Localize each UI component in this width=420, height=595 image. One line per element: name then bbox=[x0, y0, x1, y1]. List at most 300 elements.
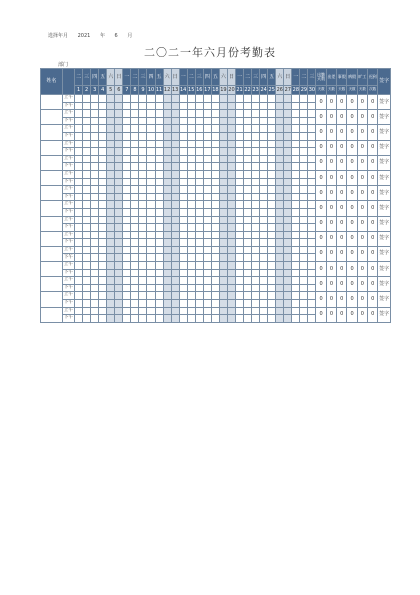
attendance-cell[interactable] bbox=[252, 254, 260, 262]
attendance-cell[interactable] bbox=[107, 155, 115, 163]
attendance-cell[interactable] bbox=[187, 208, 195, 216]
attendance-cell[interactable] bbox=[131, 224, 139, 232]
attendance-cell[interactable] bbox=[91, 125, 99, 133]
attendance-cell[interactable] bbox=[155, 117, 163, 125]
attendance-cell[interactable] bbox=[155, 246, 163, 254]
attendance-cell[interactable] bbox=[268, 102, 276, 110]
attendance-cell[interactable] bbox=[203, 231, 211, 239]
attendance-cell[interactable] bbox=[131, 292, 139, 300]
attendance-cell[interactable] bbox=[147, 155, 155, 163]
employee-name-cell[interactable] bbox=[41, 125, 63, 140]
attendance-cell[interactable] bbox=[99, 277, 107, 285]
attendance-cell[interactable] bbox=[195, 155, 203, 163]
attendance-cell[interactable] bbox=[83, 246, 91, 254]
employee-name-cell[interactable] bbox=[41, 277, 63, 292]
attendance-cell[interactable] bbox=[75, 216, 83, 224]
attendance-cell[interactable] bbox=[284, 292, 292, 300]
attendance-cell[interactable] bbox=[107, 208, 115, 216]
attendance-cell[interactable] bbox=[147, 95, 155, 103]
attendance-cell[interactable] bbox=[203, 186, 211, 194]
attendance-cell[interactable] bbox=[284, 269, 292, 277]
attendance-cell[interactable] bbox=[211, 132, 219, 140]
attendance-cell[interactable] bbox=[115, 277, 123, 285]
attendance-cell[interactable] bbox=[227, 292, 235, 300]
attendance-cell[interactable] bbox=[227, 284, 235, 292]
attendance-cell[interactable] bbox=[155, 193, 163, 201]
attendance-cell[interactable] bbox=[244, 307, 252, 315]
attendance-cell[interactable] bbox=[219, 117, 227, 125]
attendance-cell[interactable] bbox=[276, 254, 284, 262]
attendance-cell[interactable] bbox=[252, 292, 260, 300]
attendance-cell[interactable] bbox=[219, 262, 227, 270]
attendance-cell[interactable] bbox=[211, 254, 219, 262]
attendance-cell[interactable] bbox=[260, 170, 268, 178]
attendance-cell[interactable] bbox=[147, 224, 155, 232]
attendance-cell[interactable] bbox=[292, 148, 300, 156]
attendance-cell[interactable] bbox=[83, 170, 91, 178]
attendance-cell[interactable] bbox=[99, 231, 107, 239]
attendance-cell[interactable] bbox=[131, 132, 139, 140]
attendance-cell[interactable] bbox=[99, 254, 107, 262]
attendance-cell[interactable] bbox=[211, 216, 219, 224]
attendance-cell[interactable] bbox=[300, 216, 308, 224]
attendance-cell[interactable] bbox=[276, 315, 284, 323]
attendance-cell[interactable] bbox=[195, 292, 203, 300]
attendance-cell[interactable] bbox=[91, 284, 99, 292]
attendance-cell[interactable] bbox=[171, 284, 179, 292]
attendance-cell[interactable] bbox=[83, 254, 91, 262]
attendance-cell[interactable] bbox=[292, 95, 300, 103]
attendance-cell[interactable] bbox=[211, 269, 219, 277]
attendance-cell[interactable] bbox=[123, 231, 131, 239]
attendance-cell[interactable] bbox=[187, 201, 195, 209]
attendance-cell[interactable] bbox=[308, 155, 316, 163]
attendance-cell[interactable] bbox=[300, 110, 308, 118]
attendance-cell[interactable] bbox=[308, 284, 316, 292]
attendance-cell[interactable] bbox=[147, 201, 155, 209]
attendance-cell[interactable] bbox=[308, 208, 316, 216]
attendance-cell[interactable] bbox=[276, 95, 284, 103]
attendance-cell[interactable] bbox=[300, 231, 308, 239]
attendance-cell[interactable] bbox=[75, 300, 83, 308]
attendance-cell[interactable] bbox=[244, 284, 252, 292]
attendance-cell[interactable] bbox=[139, 315, 147, 323]
attendance-cell[interactable] bbox=[99, 163, 107, 171]
attendance-cell[interactable] bbox=[99, 117, 107, 125]
attendance-cell[interactable] bbox=[260, 155, 268, 163]
attendance-cell[interactable] bbox=[163, 148, 171, 156]
attendance-cell[interactable] bbox=[187, 148, 195, 156]
attendance-cell[interactable] bbox=[308, 163, 316, 171]
attendance-cell[interactable] bbox=[252, 284, 260, 292]
attendance-cell[interactable] bbox=[203, 208, 211, 216]
attendance-cell[interactable] bbox=[83, 132, 91, 140]
sign-cell[interactable]: 签字 bbox=[378, 170, 391, 185]
attendance-cell[interactable] bbox=[292, 239, 300, 247]
attendance-cell[interactable] bbox=[99, 110, 107, 118]
attendance-cell[interactable] bbox=[163, 110, 171, 118]
attendance-cell[interactable] bbox=[227, 246, 235, 254]
attendance-cell[interactable] bbox=[244, 216, 252, 224]
attendance-cell[interactable] bbox=[284, 307, 292, 315]
attendance-cell[interactable] bbox=[244, 178, 252, 186]
attendance-cell[interactable] bbox=[244, 262, 252, 270]
attendance-cell[interactable] bbox=[131, 186, 139, 194]
attendance-cell[interactable] bbox=[292, 254, 300, 262]
attendance-cell[interactable] bbox=[115, 95, 123, 103]
attendance-cell[interactable] bbox=[163, 292, 171, 300]
attendance-cell[interactable] bbox=[139, 300, 147, 308]
attendance-cell[interactable] bbox=[308, 186, 316, 194]
attendance-cell[interactable] bbox=[155, 102, 163, 110]
attendance-cell[interactable] bbox=[268, 140, 276, 148]
attendance-cell[interactable] bbox=[99, 292, 107, 300]
attendance-cell[interactable] bbox=[171, 231, 179, 239]
attendance-cell[interactable] bbox=[179, 277, 187, 285]
attendance-cell[interactable] bbox=[236, 117, 244, 125]
attendance-cell[interactable] bbox=[308, 125, 316, 133]
attendance-cell[interactable] bbox=[203, 140, 211, 148]
attendance-cell[interactable] bbox=[260, 300, 268, 308]
attendance-cell[interactable] bbox=[75, 95, 83, 103]
attendance-cell[interactable] bbox=[155, 155, 163, 163]
attendance-cell[interactable] bbox=[236, 224, 244, 232]
attendance-cell[interactable] bbox=[163, 254, 171, 262]
attendance-cell[interactable] bbox=[308, 170, 316, 178]
attendance-cell[interactable] bbox=[300, 125, 308, 133]
attendance-cell[interactable] bbox=[187, 178, 195, 186]
attendance-cell[interactable] bbox=[211, 170, 219, 178]
attendance-cell[interactable] bbox=[236, 246, 244, 254]
employee-name-cell[interactable] bbox=[41, 95, 63, 110]
attendance-cell[interactable] bbox=[284, 163, 292, 171]
attendance-cell[interactable] bbox=[83, 262, 91, 270]
attendance-cell[interactable] bbox=[211, 201, 219, 209]
attendance-cell[interactable] bbox=[91, 201, 99, 209]
attendance-cell[interactable] bbox=[115, 231, 123, 239]
attendance-cell[interactable] bbox=[187, 307, 195, 315]
attendance-cell[interactable] bbox=[131, 216, 139, 224]
year-value[interactable]: 2021 bbox=[77, 33, 91, 39]
attendance-cell[interactable] bbox=[139, 148, 147, 156]
attendance-cell[interactable] bbox=[171, 201, 179, 209]
attendance-cell[interactable] bbox=[260, 117, 268, 125]
attendance-cell[interactable] bbox=[75, 208, 83, 216]
attendance-cell[interactable] bbox=[131, 208, 139, 216]
attendance-cell[interactable] bbox=[236, 110, 244, 118]
attendance-cell[interactable] bbox=[268, 269, 276, 277]
attendance-cell[interactable] bbox=[91, 117, 99, 125]
attendance-cell[interactable] bbox=[147, 132, 155, 140]
attendance-cell[interactable] bbox=[211, 148, 219, 156]
attendance-cell[interactable] bbox=[211, 155, 219, 163]
attendance-cell[interactable] bbox=[123, 239, 131, 247]
attendance-cell[interactable] bbox=[292, 178, 300, 186]
attendance-cell[interactable] bbox=[147, 193, 155, 201]
attendance-cell[interactable] bbox=[155, 231, 163, 239]
attendance-cell[interactable] bbox=[284, 170, 292, 178]
attendance-cell[interactable] bbox=[308, 117, 316, 125]
attendance-cell[interactable] bbox=[123, 110, 131, 118]
attendance-cell[interactable] bbox=[227, 231, 235, 239]
attendance-cell[interactable] bbox=[211, 163, 219, 171]
attendance-cell[interactable] bbox=[292, 231, 300, 239]
attendance-cell[interactable] bbox=[195, 193, 203, 201]
attendance-cell[interactable] bbox=[195, 132, 203, 140]
attendance-cell[interactable] bbox=[187, 110, 195, 118]
attendance-cell[interactable] bbox=[163, 300, 171, 308]
attendance-cell[interactable] bbox=[203, 262, 211, 270]
attendance-cell[interactable] bbox=[252, 155, 260, 163]
attendance-cell[interactable] bbox=[139, 170, 147, 178]
attendance-cell[interactable] bbox=[284, 246, 292, 254]
attendance-cell[interactable] bbox=[195, 284, 203, 292]
attendance-cell[interactable] bbox=[292, 224, 300, 232]
attendance-cell[interactable] bbox=[308, 178, 316, 186]
attendance-cell[interactable] bbox=[244, 269, 252, 277]
attendance-cell[interactable] bbox=[115, 254, 123, 262]
attendance-cell[interactable] bbox=[99, 148, 107, 156]
attendance-cell[interactable] bbox=[187, 102, 195, 110]
attendance-cell[interactable] bbox=[91, 95, 99, 103]
attendance-cell[interactable] bbox=[163, 307, 171, 315]
attendance-cell[interactable] bbox=[147, 239, 155, 247]
attendance-cell[interactable] bbox=[99, 315, 107, 323]
attendance-cell[interactable] bbox=[187, 284, 195, 292]
sign-cell[interactable]: 签字 bbox=[378, 125, 391, 140]
attendance-cell[interactable] bbox=[236, 216, 244, 224]
attendance-cell[interactable] bbox=[227, 178, 235, 186]
sign-cell[interactable]: 签字 bbox=[378, 155, 391, 170]
attendance-cell[interactable] bbox=[227, 102, 235, 110]
attendance-cell[interactable] bbox=[147, 148, 155, 156]
attendance-cell[interactable] bbox=[139, 307, 147, 315]
attendance-cell[interactable] bbox=[179, 140, 187, 148]
attendance-cell[interactable] bbox=[284, 315, 292, 323]
attendance-cell[interactable] bbox=[244, 239, 252, 247]
attendance-cell[interactable] bbox=[276, 102, 284, 110]
attendance-cell[interactable] bbox=[91, 224, 99, 232]
attendance-cell[interactable] bbox=[75, 155, 83, 163]
attendance-cell[interactable] bbox=[123, 216, 131, 224]
attendance-cell[interactable] bbox=[131, 269, 139, 277]
attendance-cell[interactable] bbox=[91, 193, 99, 201]
attendance-cell[interactable] bbox=[99, 224, 107, 232]
attendance-cell[interactable] bbox=[171, 254, 179, 262]
attendance-cell[interactable] bbox=[211, 315, 219, 323]
attendance-cell[interactable] bbox=[300, 277, 308, 285]
attendance-cell[interactable] bbox=[139, 284, 147, 292]
attendance-cell[interactable] bbox=[203, 132, 211, 140]
attendance-cell[interactable] bbox=[171, 300, 179, 308]
attendance-cell[interactable] bbox=[236, 277, 244, 285]
attendance-cell[interactable] bbox=[211, 292, 219, 300]
attendance-cell[interactable] bbox=[187, 117, 195, 125]
attendance-cell[interactable] bbox=[219, 178, 227, 186]
attendance-cell[interactable] bbox=[171, 102, 179, 110]
attendance-cell[interactable] bbox=[83, 155, 91, 163]
attendance-cell[interactable] bbox=[308, 307, 316, 315]
attendance-cell[interactable] bbox=[75, 170, 83, 178]
attendance-cell[interactable] bbox=[195, 300, 203, 308]
attendance-cell[interactable] bbox=[252, 110, 260, 118]
attendance-cell[interactable] bbox=[227, 239, 235, 247]
attendance-cell[interactable] bbox=[260, 193, 268, 201]
attendance-cell[interactable] bbox=[123, 125, 131, 133]
attendance-cell[interactable] bbox=[203, 163, 211, 171]
employee-name-cell[interactable] bbox=[41, 262, 63, 277]
attendance-cell[interactable] bbox=[163, 178, 171, 186]
attendance-cell[interactable] bbox=[75, 239, 83, 247]
attendance-cell[interactable] bbox=[131, 140, 139, 148]
attendance-cell[interactable] bbox=[260, 132, 268, 140]
attendance-cell[interactable] bbox=[187, 95, 195, 103]
attendance-cell[interactable] bbox=[252, 148, 260, 156]
attendance-cell[interactable] bbox=[123, 284, 131, 292]
attendance-cell[interactable] bbox=[83, 315, 91, 323]
attendance-cell[interactable] bbox=[107, 300, 115, 308]
attendance-cell[interactable] bbox=[107, 186, 115, 194]
attendance-cell[interactable] bbox=[155, 254, 163, 262]
attendance-cell[interactable] bbox=[260, 140, 268, 148]
attendance-cell[interactable] bbox=[131, 170, 139, 178]
attendance-cell[interactable] bbox=[163, 269, 171, 277]
attendance-cell[interactable] bbox=[91, 102, 99, 110]
attendance-cell[interactable] bbox=[155, 307, 163, 315]
attendance-cell[interactable] bbox=[163, 155, 171, 163]
attendance-cell[interactable] bbox=[83, 186, 91, 194]
attendance-cell[interactable] bbox=[179, 193, 187, 201]
attendance-cell[interactable] bbox=[284, 277, 292, 285]
attendance-cell[interactable] bbox=[219, 254, 227, 262]
employee-name-cell[interactable] bbox=[41, 307, 63, 322]
attendance-cell[interactable] bbox=[163, 277, 171, 285]
attendance-cell[interactable] bbox=[227, 110, 235, 118]
attendance-cell[interactable] bbox=[75, 193, 83, 201]
attendance-cell[interactable] bbox=[268, 193, 276, 201]
attendance-cell[interactable] bbox=[83, 102, 91, 110]
attendance-cell[interactable] bbox=[131, 163, 139, 171]
attendance-cell[interactable] bbox=[260, 262, 268, 270]
attendance-cell[interactable] bbox=[171, 262, 179, 270]
attendance-cell[interactable] bbox=[219, 307, 227, 315]
attendance-cell[interactable] bbox=[75, 140, 83, 148]
attendance-cell[interactable] bbox=[300, 132, 308, 140]
attendance-cell[interactable] bbox=[268, 95, 276, 103]
attendance-cell[interactable] bbox=[252, 140, 260, 148]
attendance-cell[interactable] bbox=[83, 125, 91, 133]
attendance-cell[interactable] bbox=[203, 155, 211, 163]
attendance-cell[interactable] bbox=[308, 201, 316, 209]
attendance-cell[interactable] bbox=[219, 277, 227, 285]
attendance-cell[interactable] bbox=[179, 155, 187, 163]
attendance-cell[interactable] bbox=[147, 277, 155, 285]
attendance-cell[interactable] bbox=[236, 186, 244, 194]
attendance-cell[interactable] bbox=[292, 284, 300, 292]
attendance-cell[interactable] bbox=[276, 170, 284, 178]
attendance-cell[interactable] bbox=[187, 193, 195, 201]
attendance-cell[interactable] bbox=[308, 140, 316, 148]
attendance-cell[interactable] bbox=[252, 125, 260, 133]
attendance-cell[interactable] bbox=[91, 292, 99, 300]
attendance-cell[interactable] bbox=[187, 125, 195, 133]
attendance-cell[interactable] bbox=[171, 292, 179, 300]
attendance-cell[interactable] bbox=[195, 125, 203, 133]
attendance-cell[interactable] bbox=[211, 178, 219, 186]
attendance-cell[interactable] bbox=[236, 307, 244, 315]
attendance-cell[interactable] bbox=[155, 110, 163, 118]
attendance-cell[interactable] bbox=[244, 277, 252, 285]
attendance-cell[interactable] bbox=[91, 163, 99, 171]
attendance-cell[interactable] bbox=[203, 125, 211, 133]
attendance-cell[interactable] bbox=[155, 170, 163, 178]
attendance-cell[interactable] bbox=[115, 201, 123, 209]
attendance-cell[interactable] bbox=[268, 186, 276, 194]
attendance-cell[interactable] bbox=[75, 117, 83, 125]
attendance-cell[interactable] bbox=[227, 315, 235, 323]
attendance-cell[interactable] bbox=[75, 231, 83, 239]
attendance-cell[interactable] bbox=[155, 148, 163, 156]
attendance-cell[interactable] bbox=[147, 216, 155, 224]
attendance-cell[interactable] bbox=[83, 117, 91, 125]
attendance-cell[interactable] bbox=[99, 216, 107, 224]
attendance-cell[interactable] bbox=[260, 125, 268, 133]
attendance-cell[interactable] bbox=[187, 239, 195, 247]
attendance-cell[interactable] bbox=[260, 231, 268, 239]
attendance-cell[interactable] bbox=[300, 148, 308, 156]
attendance-cell[interactable] bbox=[300, 201, 308, 209]
attendance-cell[interactable] bbox=[171, 117, 179, 125]
attendance-cell[interactable] bbox=[179, 163, 187, 171]
sign-cell[interactable]: 签字 bbox=[378, 262, 391, 277]
attendance-cell[interactable] bbox=[179, 186, 187, 194]
attendance-cell[interactable] bbox=[171, 224, 179, 232]
employee-name-cell[interactable] bbox=[41, 246, 63, 261]
attendance-cell[interactable] bbox=[179, 292, 187, 300]
attendance-cell[interactable] bbox=[131, 102, 139, 110]
attendance-cell[interactable] bbox=[276, 110, 284, 118]
attendance-cell[interactable] bbox=[179, 132, 187, 140]
attendance-cell[interactable] bbox=[276, 140, 284, 148]
attendance-cell[interactable] bbox=[276, 155, 284, 163]
attendance-cell[interactable] bbox=[91, 208, 99, 216]
attendance-cell[interactable] bbox=[123, 246, 131, 254]
attendance-cell[interactable] bbox=[155, 284, 163, 292]
attendance-cell[interactable] bbox=[276, 163, 284, 171]
attendance-cell[interactable] bbox=[219, 269, 227, 277]
attendance-cell[interactable] bbox=[308, 315, 316, 323]
attendance-cell[interactable] bbox=[99, 170, 107, 178]
attendance-cell[interactable] bbox=[308, 224, 316, 232]
attendance-cell[interactable] bbox=[115, 132, 123, 140]
attendance-cell[interactable] bbox=[83, 178, 91, 186]
attendance-cell[interactable] bbox=[236, 125, 244, 133]
attendance-cell[interactable] bbox=[219, 170, 227, 178]
attendance-cell[interactable] bbox=[195, 269, 203, 277]
attendance-cell[interactable] bbox=[276, 277, 284, 285]
attendance-cell[interactable] bbox=[211, 186, 219, 194]
attendance-cell[interactable] bbox=[131, 246, 139, 254]
attendance-cell[interactable] bbox=[300, 246, 308, 254]
attendance-cell[interactable] bbox=[227, 224, 235, 232]
attendance-cell[interactable] bbox=[147, 284, 155, 292]
attendance-cell[interactable] bbox=[171, 132, 179, 140]
attendance-cell[interactable] bbox=[195, 315, 203, 323]
attendance-cell[interactable] bbox=[260, 269, 268, 277]
attendance-cell[interactable] bbox=[308, 148, 316, 156]
attendance-cell[interactable] bbox=[236, 269, 244, 277]
attendance-cell[interactable] bbox=[195, 148, 203, 156]
